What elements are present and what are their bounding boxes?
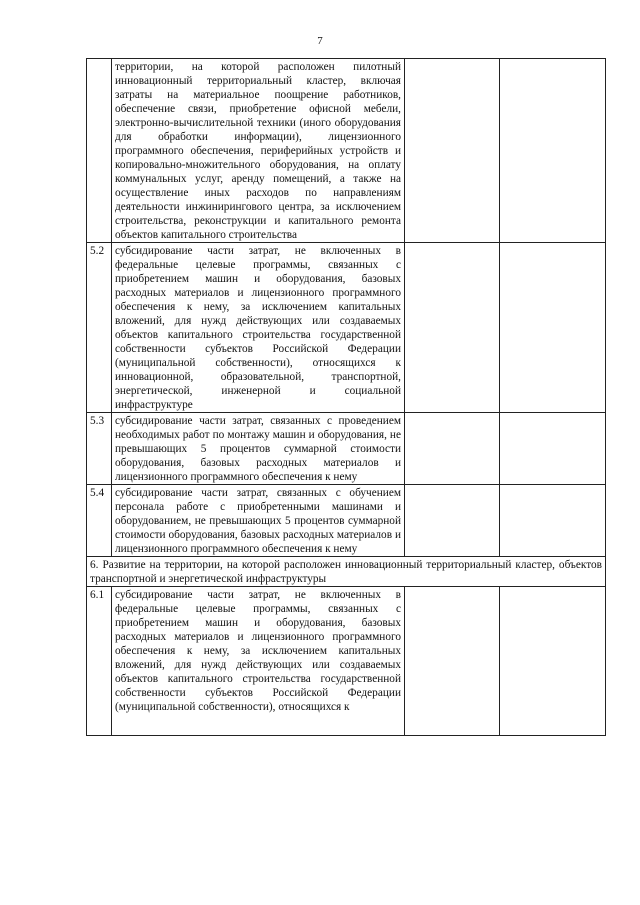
empty-cell xyxy=(405,587,500,736)
table-row xyxy=(87,485,606,557)
table-row xyxy=(87,59,606,243)
empty-cell xyxy=(500,413,606,485)
empty-cell xyxy=(405,485,500,557)
row-number xyxy=(87,59,112,243)
measures-table xyxy=(86,58,606,736)
row-description-text: субсидирование части затрат, не включенных в федеральные целевые программы, связанных с приобретением машин и оборудования, базовых расходных материалов и лицензионного программного обеспечения к нему, за исключением капитальных вложений, для нужд действующих или создаваемых объектов капитального строительства государственной собственности субъектов Российской Федерации (муниципальной собственности), относящихся к xyxy=(115,589,401,713)
empty-cell xyxy=(500,587,606,736)
empty-cell xyxy=(500,243,606,413)
section-row xyxy=(87,557,606,587)
row-number: 5.2 xyxy=(87,243,112,413)
section-heading: 6. Развитие на территории, на которой расположен инновационный территориальный кластер, объектов транспортной и энергетической инфраструктуры xyxy=(87,557,606,587)
table-row xyxy=(87,587,606,736)
empty-cell xyxy=(500,485,606,557)
page-number: 7 xyxy=(317,35,323,47)
row-description: субсидирование части затрат, не включенных в федеральные целевые программы, связанных с приобретением машин и оборудования, базовых расходных материалов и лицензионного программного обеспечения к нему, за исключением капитальных вложений, для нужд действующих или создаваемых объектов капитального строительства государственной собственности субъектов Российской Федерации (муниципальной собственности), относящихся к инновационной, образовательной, транспортной, энергетической, инженерной и социальной инфраструктуре xyxy=(112,243,405,413)
table-row xyxy=(87,243,606,413)
row-number: 5.4 xyxy=(87,485,112,557)
row-description: территории, на которой расположен пилотный инновационный территориальный кластер, включая затраты на материальное поощрение работников, обеспечение связи, приобретение офисной мебели, электронно-вычислительной техники (иного оборудования для обработки информации), лицензионного программного обеспечения, периферийных устройств и копировально-множительного оборудования, на оплату коммунальных услуг, аренду помещений, а также на осуществление иных расходов по направлениям деятельности инжинирингового центра, за исключением строительства, реконструкции и капитального ремонта объектов капитального строительства xyxy=(112,59,405,243)
table-row xyxy=(87,413,606,485)
row-number: 6.1 xyxy=(87,587,112,736)
empty-cell xyxy=(405,413,500,485)
row-number: 5.3 xyxy=(87,413,112,485)
empty-cell xyxy=(405,243,500,413)
row-description-truncated xyxy=(112,587,405,736)
row-description: субсидирование части затрат, связанных с проведением необходимых работ по монтажу машин и оборудования, не превышающих 5 процентов суммарной стоимости оборудования, базовых расходных материалов и лицензионного программного обеспечения к нему xyxy=(112,413,405,485)
empty-cell xyxy=(500,59,606,243)
empty-cell xyxy=(405,59,500,243)
row-description: субсидирование части затрат, связанных с обучением персонала работе с приобретенными машинами и оборудованием, не превышающих 5 процентов суммарной стоимости оборудования, базовых расходных материалов и лицензионного программного обеспечения к нему xyxy=(112,485,405,557)
